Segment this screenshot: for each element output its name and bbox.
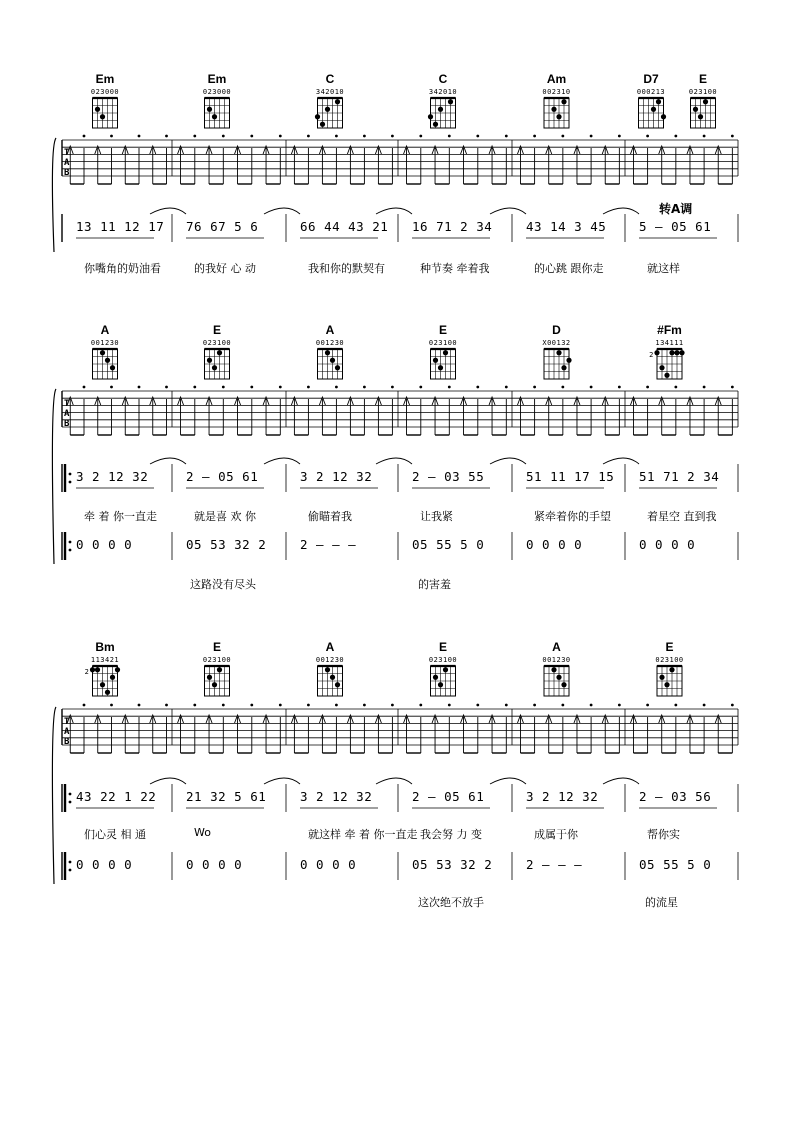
tie-arc — [490, 778, 526, 784]
bass-measure: 05 55 5 0 — [639, 857, 712, 872]
chord-name: E — [698, 72, 708, 86]
accent-dot — [703, 135, 706, 138]
melody-measure: 43 22 1 22 — [76, 789, 157, 804]
melody-measure: 3 2 12 32 — [300, 789, 373, 804]
chord-fingering: 023100 — [202, 656, 232, 664]
accent-dot — [83, 704, 86, 707]
accent-dot — [335, 704, 338, 707]
chord-fingering: 002310 — [542, 88, 571, 96]
bass-lyric-text: 这次绝不放手 — [418, 896, 484, 909]
chord-finger-dot — [448, 99, 453, 104]
chord-finger-dot — [656, 99, 661, 104]
accent-dot — [165, 704, 168, 707]
accent-dot — [250, 386, 253, 389]
tie-arc — [150, 458, 186, 464]
lyric-text: 的我好 心 动 — [194, 262, 256, 275]
tie-arc — [264, 208, 300, 214]
tie-arc — [264, 458, 300, 464]
chord-finger-dot — [110, 675, 115, 680]
chord-fingering: 134111 — [655, 339, 684, 347]
bass-lyric-text: 的流星 — [645, 896, 678, 909]
melody-measure: 76 67 5 6 — [186, 219, 259, 234]
tie-arc — [150, 208, 186, 214]
tab-clef-letter: A — [64, 727, 70, 737]
bass-measure: 2 – – – — [300, 537, 357, 552]
bass-measure: 05 53 32 2 — [186, 537, 267, 552]
bass-measure: 2 – – – — [526, 857, 583, 872]
accent-dot — [448, 135, 451, 138]
accent-dot — [363, 386, 366, 389]
chord-fingering: 000213 — [636, 88, 666, 96]
lyric-text: 紧牵着你的手望 — [534, 510, 611, 523]
chord-name: A — [552, 640, 561, 654]
lyric-text: 帮你实 — [647, 828, 680, 841]
accent-dot — [391, 704, 394, 707]
chord-name: E — [212, 323, 222, 337]
accent-dot — [222, 704, 225, 707]
accent-dot — [419, 135, 422, 138]
accent-dot — [250, 135, 253, 138]
accent-dot — [83, 386, 86, 389]
melody-measure: 16 71 2 34 — [412, 219, 493, 234]
lyric-text: Wo — [194, 826, 211, 839]
accent-dot — [363, 135, 366, 138]
chord-finger-dot — [669, 667, 674, 672]
lyric-text: 着星空 直到我 — [647, 510, 717, 523]
chord-name: Am — [546, 72, 567, 86]
melody-measure: 2 – 05 61 — [412, 789, 485, 804]
tie-arc — [376, 778, 412, 784]
chord-fingering: 113421 — [90, 656, 120, 664]
repeat-dot — [69, 861, 72, 864]
chord-fingering: 023100 — [428, 656, 458, 664]
chord-finger-dot — [679, 350, 684, 355]
accent-dot — [703, 704, 706, 707]
bass-measure: 0 0 0 0 — [76, 857, 133, 872]
chord-finger-dot — [90, 667, 95, 672]
accent-dot — [674, 386, 677, 389]
accent-dot — [335, 386, 338, 389]
repeat-dot — [69, 549, 72, 552]
accent-dot — [419, 704, 422, 707]
repeat-dot — [69, 481, 72, 484]
chord-name: A — [325, 640, 335, 654]
accent-dot — [590, 135, 593, 138]
accent-dot — [165, 386, 168, 389]
chord-finger-dot — [703, 99, 708, 104]
chord-finger-dot — [207, 675, 212, 680]
chord-name: E — [438, 323, 448, 337]
chord-finger-dot — [664, 373, 669, 378]
accent-dot — [83, 135, 86, 138]
tie-arc — [603, 778, 639, 784]
chord-name: C — [438, 72, 448, 86]
melody-measure: 3 2 12 32 — [300, 469, 373, 484]
melody-measure: 2 – 05 61 — [186, 469, 259, 484]
chord-finger-dot — [433, 675, 438, 680]
chord-finger-dot — [654, 350, 659, 355]
chord-name: Em — [207, 72, 227, 86]
tie-arc — [603, 208, 639, 214]
chord-name: E — [212, 640, 222, 654]
chord-finger-dot — [561, 365, 566, 370]
chord-name: D7 — [643, 72, 659, 86]
accent-dot — [193, 386, 196, 389]
melody-measure: 21 32 5 61 — [186, 789, 267, 804]
chord-name: C — [325, 72, 335, 86]
repeat-dot — [69, 541, 72, 544]
lyric-text: 我会努 力 变 — [420, 828, 482, 841]
chord-finger-dot — [428, 114, 433, 119]
accent-dot — [335, 135, 338, 138]
chord-finger-dot — [433, 122, 438, 127]
lyric-text: 的心跳 跟你走 — [534, 262, 604, 275]
chord-finger-dot — [207, 358, 212, 363]
accent-dot — [193, 135, 196, 138]
tie-arc — [490, 458, 526, 464]
chord-finger-dot — [674, 350, 679, 355]
chord-finger-dot — [335, 99, 340, 104]
chord-name: E — [438, 640, 448, 654]
tie-arc — [264, 778, 300, 784]
chord-finger-dot — [659, 675, 664, 680]
bass-lyric-text: 的害羞 — [418, 578, 451, 591]
chord-finger-dot — [693, 107, 698, 112]
key-change-label: 转A调 — [659, 202, 693, 216]
chord-finger-dot — [207, 107, 212, 112]
accent-dot — [533, 386, 536, 389]
chord-finger-dot — [325, 350, 330, 355]
chord-finger-dot — [100, 682, 105, 687]
chord-name: D — [552, 323, 561, 337]
lyric-text: 让我紧 — [420, 510, 453, 523]
accent-dot — [590, 386, 593, 389]
accent-dot — [110, 135, 113, 138]
system-brace — [52, 707, 56, 884]
lyric-text: 种节奏 牵着我 — [420, 262, 490, 275]
chord-finger-dot — [443, 667, 448, 672]
accent-dot — [505, 135, 508, 138]
chord-finger-dot — [212, 114, 217, 119]
accent-dot — [279, 704, 282, 707]
system-brace — [52, 138, 56, 252]
tie-arc — [150, 778, 186, 784]
tab-clef-letter: T — [64, 717, 70, 727]
chord-finger-dot — [433, 358, 438, 363]
accent-dot — [279, 386, 282, 389]
accent-dot — [533, 704, 536, 707]
accent-dot — [674, 704, 677, 707]
accent-dot — [533, 135, 536, 138]
accent-dot — [674, 135, 677, 138]
melody-measure: 2 – 03 55 — [412, 469, 485, 484]
chord-finger-dot — [335, 682, 340, 687]
accent-dot — [476, 135, 479, 138]
accent-dot — [165, 135, 168, 138]
chord-finger-dot — [212, 682, 217, 687]
chord-finger-dot — [330, 358, 335, 363]
melody-measure: 51 11 17 15 — [526, 469, 615, 484]
tab-clef-letter: A — [64, 158, 70, 168]
chord-finger-dot — [438, 682, 443, 687]
repeat-dot — [69, 869, 72, 872]
chord-finger-dot — [330, 675, 335, 680]
accent-dot — [731, 704, 734, 707]
chord-fingering: 023100 — [428, 339, 458, 347]
accent-dot — [138, 135, 141, 138]
chord-name: A — [100, 323, 110, 337]
lyric-text: 就这样 — [647, 262, 680, 275]
chord-fingering: X00132 — [542, 339, 571, 347]
chord-finger-dot — [561, 99, 566, 104]
accent-dot — [222, 386, 225, 389]
accent-dot — [476, 386, 479, 389]
accent-dot — [646, 135, 649, 138]
chord-fingering: 001230 — [542, 656, 571, 664]
chord-finger-dot — [561, 682, 566, 687]
chord-finger-dot — [661, 114, 666, 119]
accent-dot — [646, 704, 649, 707]
chord-fingering: 001230 — [90, 339, 120, 347]
lyric-text: 就是喜 欢 你 — [194, 510, 256, 523]
chord-finger-dot — [664, 682, 669, 687]
chord-finger-dot — [217, 350, 222, 355]
chord-barre-fret: 2 — [84, 668, 90, 676]
accent-dot — [307, 135, 310, 138]
chord-fingering: 023100 — [688, 88, 718, 96]
melody-measure: 5 – 05 61 — [639, 219, 712, 234]
accent-dot — [222, 135, 225, 138]
chord-fingering: 023000 — [90, 88, 120, 96]
accent-dot — [419, 386, 422, 389]
chord-name: Bm — [95, 640, 115, 654]
repeat-dot — [69, 801, 72, 804]
chord-finger-dot — [115, 667, 120, 672]
accent-dot — [391, 135, 394, 138]
chord-finger-dot — [315, 114, 320, 119]
accent-dot — [476, 704, 479, 707]
accent-dot — [618, 386, 621, 389]
accent-dot — [138, 386, 141, 389]
chord-fingering: 023100 — [655, 656, 684, 664]
chord-finger-dot — [100, 114, 105, 119]
chord-fingering: 342010 — [315, 88, 345, 96]
accent-dot — [561, 135, 564, 138]
melody-measure: 3 2 12 32 — [526, 789, 599, 804]
chord-finger-dot — [556, 675, 561, 680]
tab-clef-letter: A — [64, 409, 70, 419]
chord-finger-dot — [438, 107, 443, 112]
accent-dot — [561, 704, 564, 707]
chord-barre-fret: 2 — [649, 351, 654, 359]
accent-dot — [448, 704, 451, 707]
lyric-text: 们心灵 相 通 — [84, 828, 146, 841]
bass-measure: 0 0 0 0 — [526, 537, 583, 552]
chord-finger-dot — [438, 365, 443, 370]
bass-measure: 0 0 0 0 — [76, 537, 133, 552]
accent-dot — [307, 386, 310, 389]
lyric-text: 牵 着 你一直走 — [84, 510, 157, 523]
bass-measure: 0 0 0 0 — [639, 537, 696, 552]
chord-finger-dot — [556, 114, 561, 119]
lyric-text: 我和你的默契有 — [308, 262, 385, 275]
lyric-text: 你嘴角的奶油看 — [84, 262, 161, 275]
accent-dot — [646, 386, 649, 389]
melody-measure: 2 – 03 56 — [639, 789, 712, 804]
chord-fingering: 001230 — [315, 339, 345, 347]
accent-dot — [279, 135, 282, 138]
tab-clef-letter: B — [64, 737, 70, 747]
accent-dot — [391, 386, 394, 389]
chord-fingering: 023100 — [202, 339, 232, 347]
accent-dot — [618, 704, 621, 707]
accent-dot — [618, 135, 621, 138]
repeat-dot — [69, 473, 72, 476]
accent-dot — [561, 386, 564, 389]
tab-clef-letter: B — [64, 168, 70, 178]
accent-dot — [110, 704, 113, 707]
chord-name: Em — [95, 72, 115, 86]
bass-measure: 05 53 32 2 — [412, 857, 493, 872]
accent-dot — [703, 386, 706, 389]
tab-clef-letter: B — [64, 419, 70, 429]
chord-finger-dot — [556, 350, 561, 355]
repeat-dot — [69, 793, 72, 796]
melody-measure: 66 44 43 21 — [300, 219, 389, 234]
bass-lyric-text: 这路没有尽头 — [190, 578, 256, 591]
tie-arc — [603, 458, 639, 464]
accent-dot — [505, 386, 508, 389]
accent-dot — [590, 704, 593, 707]
accent-dot — [307, 704, 310, 707]
accent-dot — [448, 386, 451, 389]
chord-name: #Fm — [657, 323, 682, 337]
tab-clef-letter: T — [64, 399, 70, 409]
chord-finger-dot — [551, 107, 556, 112]
chord-finger-dot — [325, 667, 330, 672]
tie-arc — [376, 208, 412, 214]
accent-dot — [138, 704, 141, 707]
chord-finger-dot — [698, 114, 703, 119]
chord-name: A — [325, 323, 335, 337]
accent-dot — [363, 704, 366, 707]
melody-measure: 13 11 12 17 — [76, 219, 165, 234]
bass-measure: 0 0 0 0 — [186, 857, 243, 872]
chord-finger-dot — [566, 358, 571, 363]
chord-fingering: 342010 — [428, 88, 458, 96]
chord-finger-dot — [335, 365, 340, 370]
chord-fingering: 001230 — [315, 656, 345, 664]
melody-measure: 51 71 2 34 — [639, 469, 720, 484]
chord-finger-dot — [110, 365, 115, 370]
chord-finger-dot — [95, 107, 100, 112]
accent-dot — [731, 386, 734, 389]
tie-arc — [376, 458, 412, 464]
accent-dot — [110, 386, 113, 389]
accent-dot — [731, 135, 734, 138]
chord-finger-dot — [100, 350, 105, 355]
chord-finger-dot — [105, 690, 110, 695]
melody-measure: 3 2 12 32 — [76, 469, 149, 484]
bass-measure: 05 55 5 0 — [412, 537, 485, 552]
chord-finger-dot — [217, 667, 222, 672]
chord-finger-dot — [659, 365, 664, 370]
lyric-text: 成属于你 — [534, 828, 578, 841]
lyric-text: 偷瞄着我 — [308, 510, 352, 523]
chord-finger-dot — [651, 107, 656, 112]
chord-name: E — [665, 640, 674, 654]
chord-finger-dot — [320, 122, 325, 127]
accent-dot — [193, 704, 196, 707]
chord-finger-dot — [325, 107, 330, 112]
system-brace — [52, 389, 56, 564]
accent-dot — [250, 704, 253, 707]
chord-finger-dot — [669, 350, 674, 355]
lyric-text: 就这样 牵 着 你一直走 — [308, 828, 418, 841]
chord-finger-dot — [105, 358, 110, 363]
tab-clef-letter: T — [64, 148, 70, 158]
chord-finger-dot — [212, 365, 217, 370]
chord-finger-dot — [443, 350, 448, 355]
accent-dot — [505, 704, 508, 707]
chord-finger-dot — [551, 667, 556, 672]
chord-finger-dot — [95, 667, 100, 672]
chord-fingering: 023000 — [202, 88, 232, 96]
tie-arc — [490, 208, 526, 214]
bass-measure: 0 0 0 0 — [300, 857, 357, 872]
melody-measure: 43 14 3 45 — [526, 219, 607, 234]
